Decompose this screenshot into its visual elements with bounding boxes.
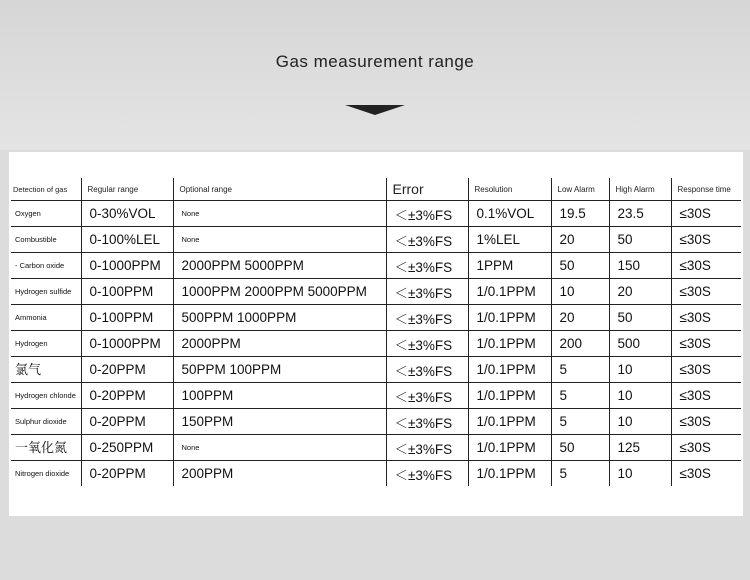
error-cell: ＜±3%FS [386, 331, 468, 357]
column-header: Low Alarm [551, 178, 609, 201]
high-cell: 10 [609, 383, 671, 409]
optional-cell: 50PPM 100PPM [173, 357, 386, 383]
resolution-cell: 1PPM [468, 253, 551, 279]
table-row [11, 201, 741, 227]
measurement-table [11, 178, 741, 486]
table-header-row [11, 178, 741, 201]
low-cell: 5 [551, 357, 609, 383]
error-cell: ＜±3%FS [386, 227, 468, 253]
down-arrow-icon [345, 104, 405, 116]
table-row [11, 435, 741, 461]
regular-cell: 0-20PPM [81, 383, 173, 409]
column-header: Response time [671, 178, 741, 201]
optional-cell: 200PPM [173, 461, 386, 487]
high-cell: 125 [609, 435, 671, 461]
column-header: Regular range [81, 178, 173, 201]
optional-cell: 1000PPM 2000PPM 5000PPM [173, 279, 386, 305]
error-cell: ＜±3%FS [386, 409, 468, 435]
regular-cell: 0-100%LEL [81, 227, 173, 253]
header-background [0, 0, 750, 150]
regular-cell: 0-20PPM [81, 409, 173, 435]
low-cell: 20 [551, 227, 609, 253]
error-cell: ＜±3%FS [386, 357, 468, 383]
resolution-cell: 1/0.1PPM [468, 409, 551, 435]
gas-name-cell: Ammonia [11, 305, 81, 331]
page-title: Gas measurement range [275, 52, 475, 71]
error-cell: ＜±3%FS [386, 435, 468, 461]
high-cell: 150 [609, 253, 671, 279]
response-cell: ≤30S [671, 383, 741, 409]
resolution-cell: 0.1%VOL [468, 201, 551, 227]
high-cell: 23.5 [609, 201, 671, 227]
response-cell: ≤30S [671, 409, 741, 435]
gas-name-cell: 氯气 [11, 357, 81, 383]
low-cell: 20 [551, 305, 609, 331]
gas-name-cell: Nitrogen dioxide [15, 468, 70, 478]
optional-cell: 2000PPM 5000PPM [173, 253, 386, 279]
column-header: Error [386, 178, 468, 201]
high-cell: 500 [609, 331, 671, 357]
low-cell: 5 [551, 383, 609, 409]
high-cell: 20 [609, 279, 671, 305]
gas-name-cell: 一氧化氮 [11, 435, 81, 461]
response-cell: ≤30S [671, 227, 741, 253]
optional-cell: 2000PPM [173, 331, 386, 357]
table-row [11, 279, 741, 305]
error-cell: ＜±3%FS [386, 461, 468, 487]
optional-cell: 500PPM 1000PPM [173, 305, 386, 331]
gas-name-cell: Hydrogen sulfide [11, 279, 81, 305]
regular-cell: 0-20PPM [81, 461, 173, 487]
table-row [11, 409, 741, 435]
response-cell: ≤30S [671, 461, 741, 487]
optional-cell: 150PPM [173, 409, 386, 435]
optional-cell: 100PPM [173, 383, 386, 409]
column-header: Detection of gas [11, 178, 81, 201]
column-header: Optional range [173, 178, 386, 201]
gas-name-cell: Sulphur dioxide [11, 409, 81, 435]
regular-cell: 0-250PPM [81, 435, 173, 461]
low-cell: 5 [551, 461, 609, 487]
regular-cell: 0-30%VOL [81, 201, 173, 227]
table-row [11, 253, 741, 279]
column-header: High Alarm [609, 178, 671, 201]
high-cell: 10 [609, 357, 671, 383]
table-row [11, 331, 741, 357]
gas-name-cell: Hydrogen chlonde [11, 383, 81, 409]
measurement-table-card [9, 152, 743, 516]
low-cell: 19.5 [551, 201, 609, 227]
optional-cell: None [173, 201, 386, 227]
gas-name-cell: Oxygen [11, 201, 81, 227]
gas-name-cell: - Carbon oxide [11, 253, 81, 279]
regular-cell: 0-100PPM [81, 279, 173, 305]
optional-cell: None [173, 227, 386, 253]
low-cell: 5 [551, 409, 609, 435]
gas-name-cell: Hydrogen [11, 331, 81, 357]
table-row [11, 227, 741, 253]
gas-name-cell: Combustible [11, 227, 81, 253]
table-row [11, 357, 741, 383]
resolution-cell: 1/0.1PPM [468, 305, 551, 331]
regular-cell: 0-1000PPM [81, 331, 173, 357]
resolution-cell: 1%LEL [468, 227, 551, 253]
error-cell: ＜±3%FS [386, 201, 468, 227]
high-cell: 10 [609, 461, 671, 487]
low-cell: 200 [551, 331, 609, 357]
regular-cell: 0-100PPM [81, 305, 173, 331]
error-cell: ＜±3%FS [386, 253, 468, 279]
resolution-cell: 1/0.1PPM [468, 383, 551, 409]
optional-cell: None [173, 435, 386, 461]
resolution-cell: 1/0.1PPM [468, 435, 551, 461]
resolution-cell: 1/0.1PPM [468, 331, 551, 357]
error-cell: ＜±3%FS [386, 305, 468, 331]
response-cell: ≤30S [671, 201, 741, 227]
response-cell: ≤30S [671, 435, 741, 461]
error-cell: ＜±3%FS [386, 383, 468, 409]
column-header: Resolution [468, 178, 551, 201]
high-cell: 50 [609, 227, 671, 253]
response-cell: ≤30S [671, 305, 741, 331]
high-cell: 50 [609, 305, 671, 331]
table-row [11, 461, 741, 487]
low-cell: 50 [551, 435, 609, 461]
resolution-cell: 1/0.1PPM [468, 279, 551, 305]
resolution-cell: 1/0.1PPM [468, 461, 551, 487]
high-cell: 10 [609, 409, 671, 435]
table-row [11, 305, 741, 331]
low-cell: 50 [551, 253, 609, 279]
regular-cell: 0-20PPM [81, 357, 173, 383]
response-cell: ≤30S [671, 253, 741, 279]
table-row [11, 383, 741, 409]
response-cell: ≤30S [671, 331, 741, 357]
resolution-cell: 1/0.1PPM [468, 357, 551, 383]
low-cell: 10 [551, 279, 609, 305]
error-cell: ＜±3%FS [386, 279, 468, 305]
regular-cell: 0-1000PPM [81, 253, 173, 279]
response-cell: ≤30S [671, 279, 741, 305]
response-cell: ≤30S [671, 357, 741, 383]
